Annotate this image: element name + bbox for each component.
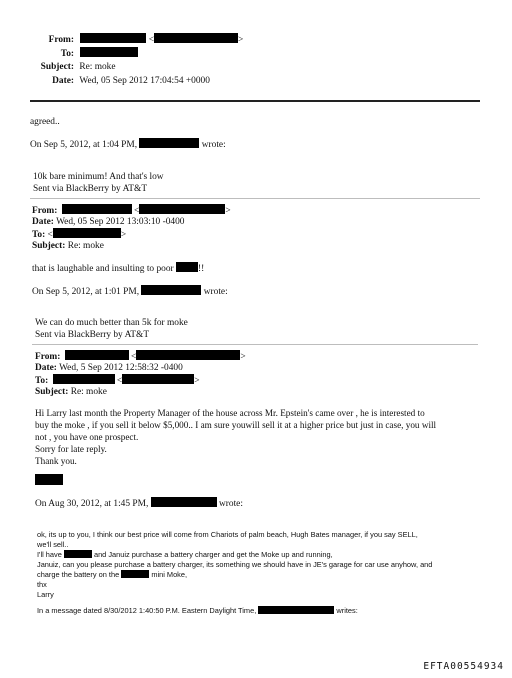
to-label: To: <box>32 230 46 240</box>
redaction <box>176 262 198 272</box>
quote2-line2: Sent via BlackBerry by AT&T <box>35 330 150 340</box>
header3-subject-row <box>35 386 107 398</box>
from-label: From: <box>35 352 61 362</box>
redaction <box>139 204 225 214</box>
header2-subject-row <box>32 240 104 252</box>
subject-label: Subject: <box>32 241 66 251</box>
quote3-line6: thx <box>37 580 47 589</box>
subject-value: Re: moke <box>70 387 107 397</box>
date-label: Date: <box>52 76 74 86</box>
from-row <box>30 33 243 46</box>
angle-open: < <box>134 206 140 216</box>
redaction <box>62 204 132 214</box>
reply3-line3: not , you have one prospect. <box>35 432 139 442</box>
divider <box>30 198 480 199</box>
reply2-body <box>32 262 204 275</box>
reply3-line5: Thank you. <box>35 456 77 466</box>
redaction <box>139 138 199 148</box>
date-row <box>30 75 210 87</box>
to-label: To: <box>35 376 49 386</box>
angle-open: < <box>148 35 154 45</box>
attribution-suffix: wrote: <box>218 499 243 509</box>
quote3-line2: we'll sell.. <box>37 540 69 549</box>
reply3-line1: Hi Larry last month the Property Manager of the house across Mr. Epstein's came over , he is interested to <box>35 408 425 418</box>
redaction <box>136 350 240 360</box>
angle-close: > <box>225 206 231 216</box>
redaction <box>64 550 92 558</box>
body-prefix: that is laughable and insulting to poor <box>32 264 174 274</box>
reply2-attribution <box>32 285 228 298</box>
angle-close: > <box>194 376 200 386</box>
from-label: From: <box>32 206 58 216</box>
redaction <box>121 570 149 578</box>
angle-close: > <box>120 230 127 240</box>
attribution-prefix: On Sep 5, 2012, at 1:01 PM, <box>32 287 140 297</box>
redaction <box>154 33 238 43</box>
body-suffix: !! <box>198 264 205 274</box>
quote3-line8 <box>37 606 358 616</box>
line-prefix: I'll have <box>37 550 62 559</box>
line-prefix: In a message dated 8/30/2012 1:40:50 P.M. Eastern Daylight Time, <box>37 606 257 615</box>
redaction <box>53 228 121 238</box>
subject-label: Subject: <box>40 62 74 72</box>
header2-date-row <box>32 216 184 228</box>
redaction <box>80 47 138 57</box>
subject-value: Re: moke <box>79 62 116 72</box>
to-label: To: <box>60 49 74 59</box>
quote1-line2: Sent via BlackBerry by AT&T <box>33 184 148 194</box>
attribution-suffix: wrote: <box>201 140 226 150</box>
subject-value: Re: moke <box>67 241 104 251</box>
header3-date-row <box>35 362 183 374</box>
subject-row <box>30 61 116 73</box>
angle-open: < <box>116 376 123 386</box>
subject-label: Subject: <box>35 387 69 397</box>
date-value: Wed, 05 Sep 2012 17:04:54 +0000 <box>79 76 210 86</box>
redaction <box>122 374 194 384</box>
attribution-prefix: On Aug 30, 2012, at 1:45 PM, <box>35 499 149 509</box>
bates-number: EFTA00554934 <box>423 661 504 672</box>
line-suffix: mini Moke, <box>151 570 188 579</box>
line-suffix: writes: <box>336 606 358 615</box>
redaction <box>258 606 334 614</box>
angle-open: < <box>131 352 137 362</box>
to-row <box>30 47 138 60</box>
date-label: Date: <box>32 217 54 227</box>
date-value: Wed, 05 Sep 2012 13:03:10 -0400 <box>56 217 185 227</box>
quote3-line5 <box>37 570 187 580</box>
redaction <box>53 374 115 384</box>
quote3-line4: Januiz, can you please purchase a battery charger, its something we should have in JE's garage for car use anyhow, and <box>37 560 433 569</box>
from-label: From: <box>48 35 74 45</box>
redacted-signature <box>35 474 63 485</box>
quote3-line3 <box>37 550 333 560</box>
reply1-body: agreed.. <box>30 117 60 127</box>
attribution-suffix: wrote: <box>203 287 228 297</box>
angle-open: < <box>47 230 53 240</box>
redaction <box>65 350 129 360</box>
redaction <box>141 285 201 295</box>
header-divider <box>30 100 480 102</box>
line-prefix: charge the battery on the <box>37 570 120 579</box>
attribution-prefix: On Sep 5, 2012, at 1:04 PM, <box>30 140 138 150</box>
divider <box>32 344 478 345</box>
line-suffix: and Januiz purchase a battery charger and get the Moke up and running, <box>93 550 333 559</box>
date-value: Wed, 5 Sep 2012 12:58:32 -0400 <box>59 363 183 373</box>
quote2-line1: We can do much better than 5k for moke <box>35 318 188 328</box>
reply3-line2: buy the moke , if you sell it below $5,000.. I am sure youwill sell it at a higher price but just in case, you will <box>35 420 437 430</box>
reply1-attribution <box>30 138 226 151</box>
angle-close: > <box>237 35 244 45</box>
reply3-line4: Sorry for late reply. <box>35 444 107 454</box>
quote3-line1: ok, its up to you, I think our best price will come from Chariots of palm beach, Hugh Bates manager, if you say SELL, <box>37 530 418 539</box>
quote1-line1: 10k bare minimum! And that's low <box>33 172 164 182</box>
redaction <box>151 497 217 507</box>
date-label: Date: <box>35 363 57 373</box>
reply3-attribution <box>35 497 243 510</box>
quote3-line7: Larry <box>37 590 54 599</box>
redaction <box>80 33 146 43</box>
angle-close: > <box>240 352 246 362</box>
